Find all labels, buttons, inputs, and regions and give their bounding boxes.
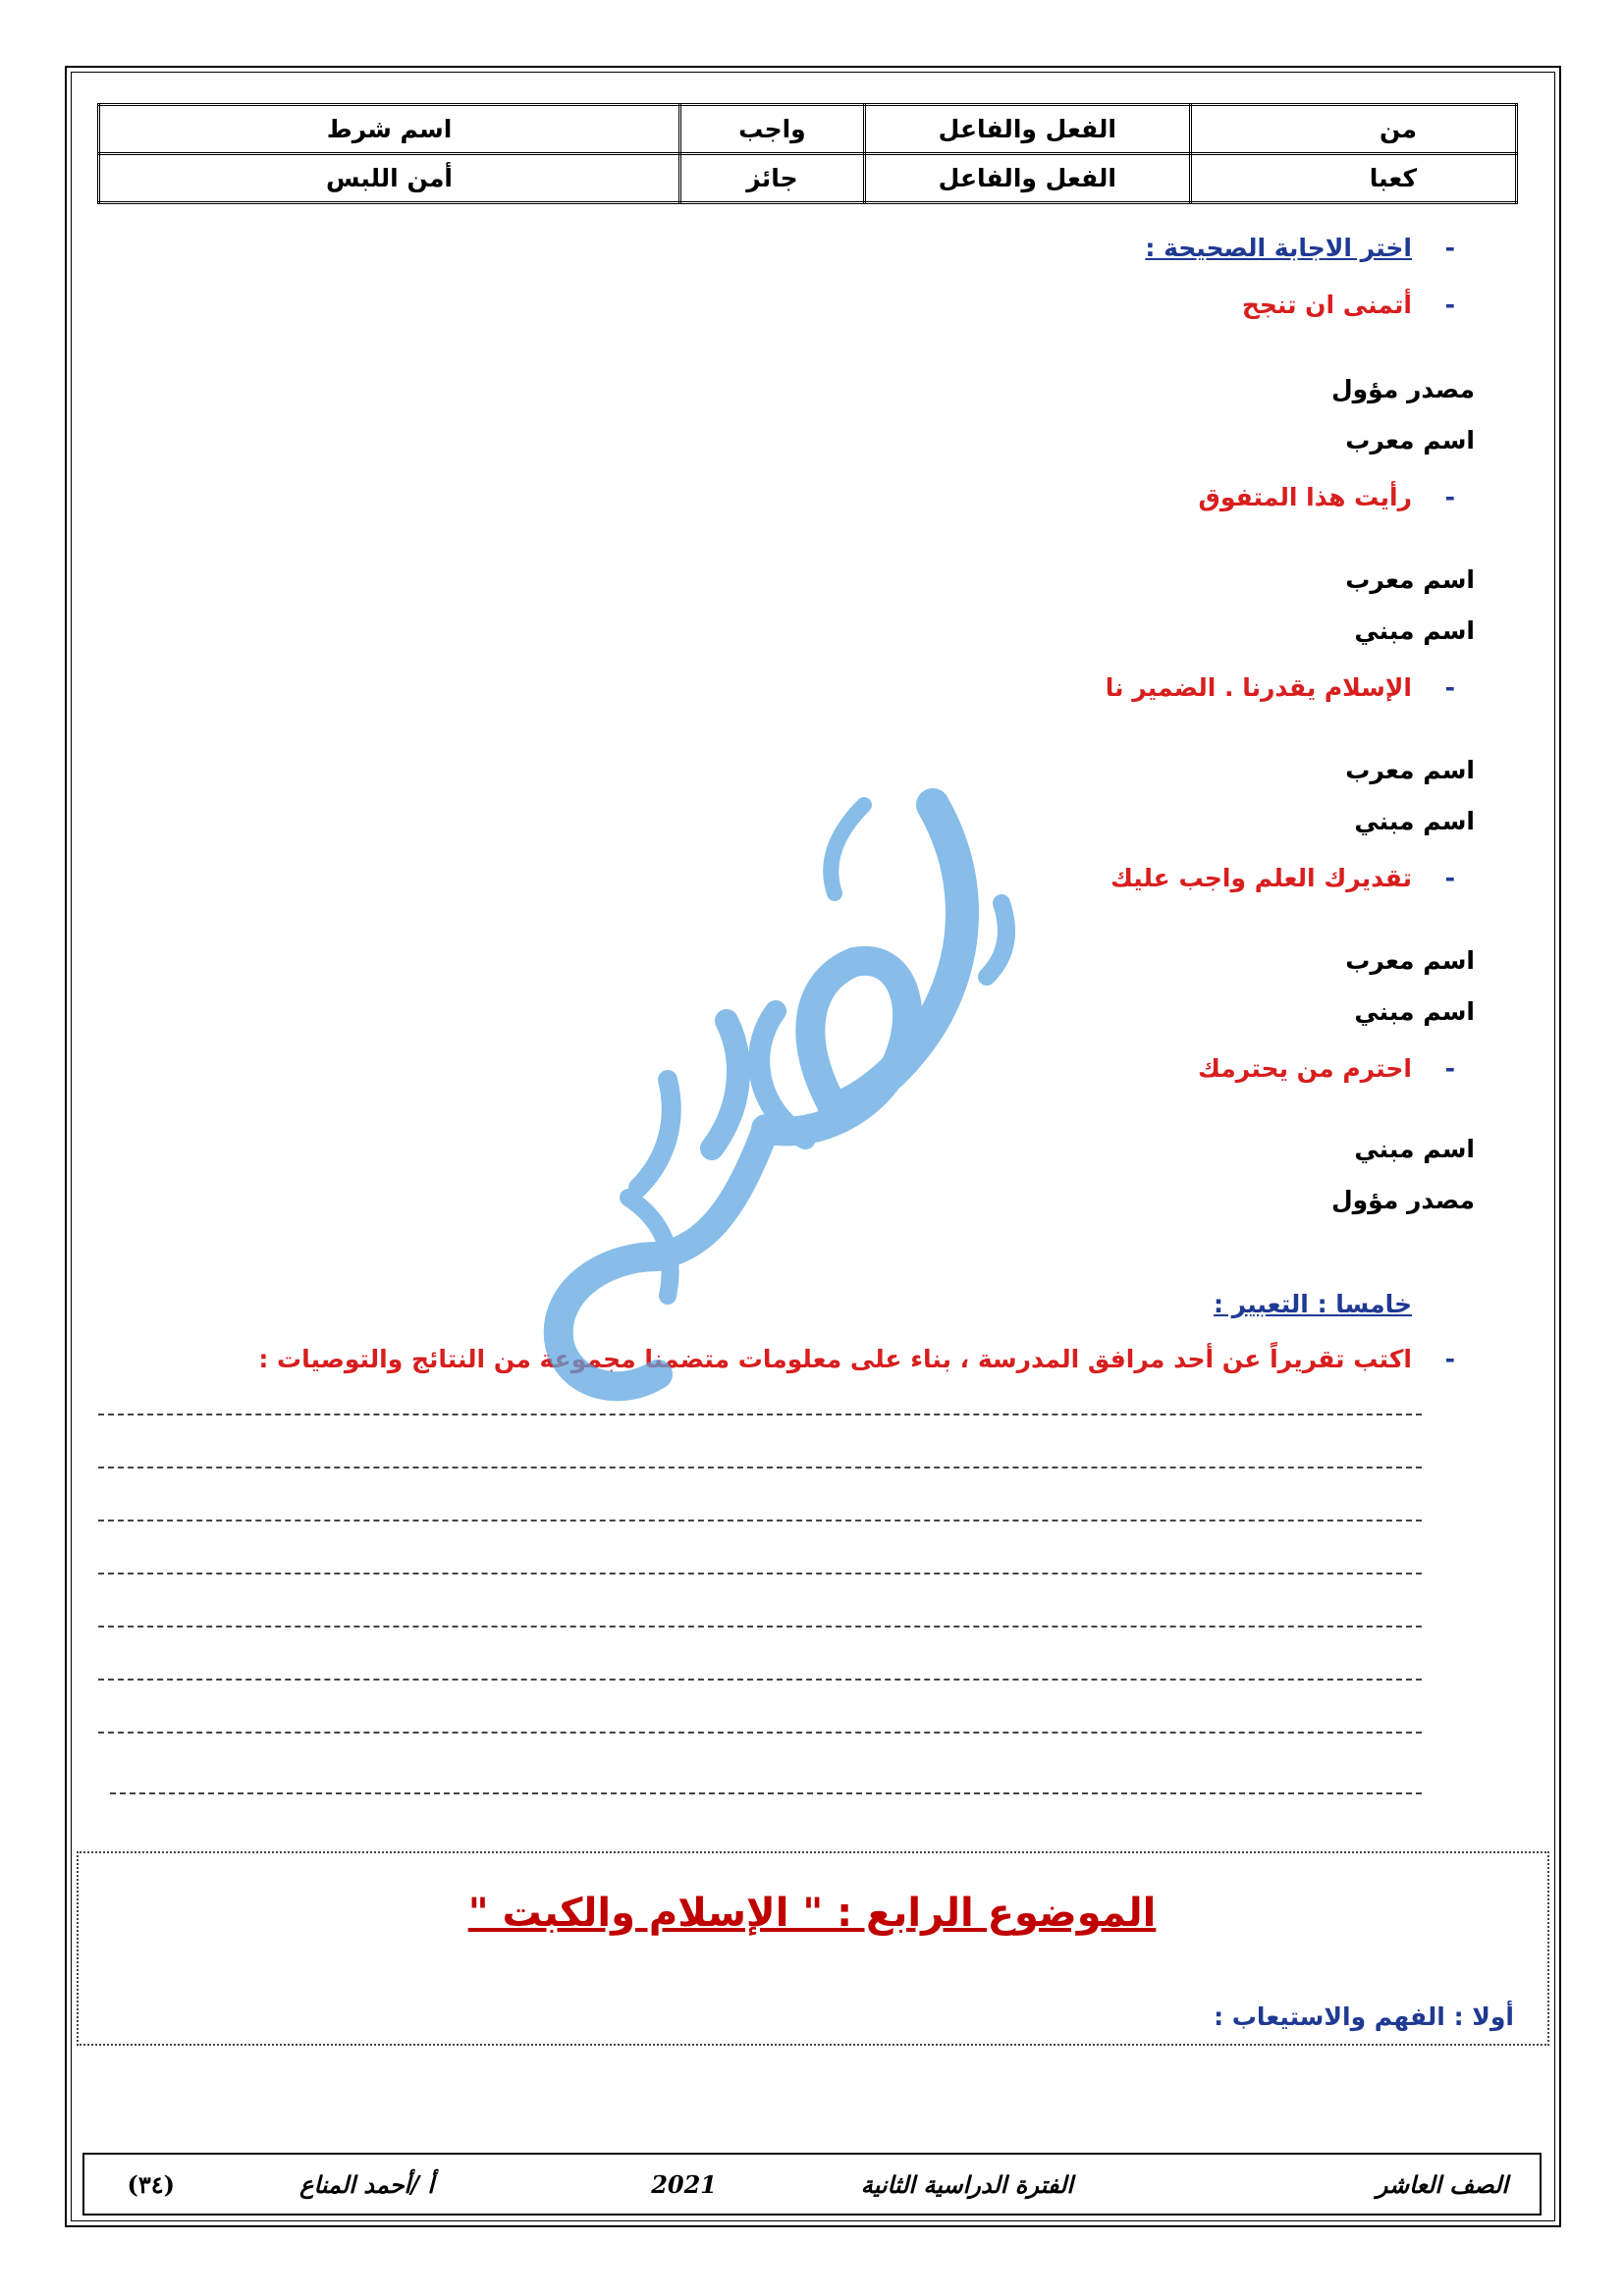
question-text: أتمنى ان تنجح	[1241, 291, 1412, 319]
option-line[interactable]: اسم مبني	[1354, 616, 1475, 645]
table-cell-reason: اسم شرط	[99, 105, 680, 154]
footer-teacher: أ /أحمد المناع	[299, 2170, 434, 2199]
expression-heading: خامسا : التعبير :	[1213, 1290, 1412, 1318]
footer	[82, 2153, 1542, 2216]
writing-line[interactable]	[98, 1679, 1422, 1681]
table-cell-judgment: جائز	[680, 154, 865, 203]
bullet-dash: -	[1444, 673, 1455, 702]
writing-line[interactable]	[98, 1573, 1422, 1575]
question-text: تقديرك العلم واجب عليك	[1110, 864, 1412, 892]
footer-grade: الصف العاشر	[1376, 2170, 1508, 2199]
table-row	[99, 105, 1517, 154]
table-cell-verb: الفعل والفاعل	[864, 105, 1190, 154]
table-cell-word: كعبا	[1190, 154, 1516, 203]
writing-line[interactable]	[98, 1467, 1422, 1468]
watermark-signature	[511, 785, 1060, 1414]
bullet-dash: -	[1444, 234, 1455, 262]
bullet-dash: -	[1444, 483, 1455, 511]
expression-prompt: اكتب تقريراً عن أحد مرافق المدرسة ، بناء على معلومات متضمنا مجموعة من النتائج والتوصيات :	[258, 1345, 1412, 1373]
writing-line[interactable]	[98, 1732, 1422, 1734]
bullet-dash: -	[1444, 864, 1455, 892]
option-line[interactable]: مصدر مؤول	[1330, 1186, 1475, 1214]
option-line[interactable]: اسم معرب	[1345, 565, 1475, 594]
table-cell-judgment: واجب	[680, 105, 865, 154]
writing-line[interactable]	[98, 1626, 1422, 1628]
question-line	[1106, 673, 1455, 702]
topic-title: الموضوع الرابع : " الإسلام والكبت "	[467, 1891, 1157, 1936]
instruction-text: اختر الاجابة الصحيحة :	[1145, 234, 1412, 262]
option-line[interactable]: اسم مبني	[1354, 1135, 1475, 1163]
question-line	[1110, 864, 1455, 892]
topic-section-heading: أولا : الفهم والاستيعاب :	[1214, 2002, 1514, 2031]
writing-line[interactable]	[110, 1792, 1422, 1794]
option-line[interactable]: اسم مبني	[1354, 997, 1475, 1026]
option-line[interactable]: مصدر مؤول	[1330, 375, 1475, 403]
footer-term: الفترة الدراسية الثانية	[860, 2170, 1073, 2199]
question-line	[1198, 483, 1455, 511]
question-text: رأيت هذا المتفوق	[1198, 483, 1412, 511]
option-line[interactable]: اسم مبني	[1354, 807, 1475, 835]
bullet-dash: -	[1444, 291, 1455, 319]
writing-line[interactable]	[98, 1414, 1422, 1415]
option-line[interactable]: اسم معرب	[1345, 946, 1475, 975]
table-cell-word: من	[1190, 105, 1516, 154]
instruction-line	[1145, 234, 1455, 262]
bullet-dash: -	[1444, 1345, 1455, 1373]
question-line	[1198, 1054, 1455, 1083]
writing-line[interactable]	[98, 1520, 1422, 1522]
table-row	[99, 154, 1517, 203]
bullet-dash: -	[1444, 1054, 1455, 1083]
question-line	[1242, 291, 1455, 319]
footer-year: 2021	[651, 2170, 717, 2199]
answer-table	[97, 103, 1518, 204]
page-number: (٣٤)	[127, 2170, 175, 2199]
table-cell-reason: أمن اللبس	[99, 154, 680, 203]
option-line[interactable]: اسم معرب	[1345, 756, 1475, 784]
table-cell-verb: الفعل والفاعل	[864, 154, 1190, 203]
question-text: الإسلام يقدرنا . الضمير نا	[1105, 673, 1412, 702]
option-line[interactable]: اسم معرب	[1345, 426, 1475, 454]
question-text: احترم من يحترمك	[1198, 1054, 1412, 1083]
